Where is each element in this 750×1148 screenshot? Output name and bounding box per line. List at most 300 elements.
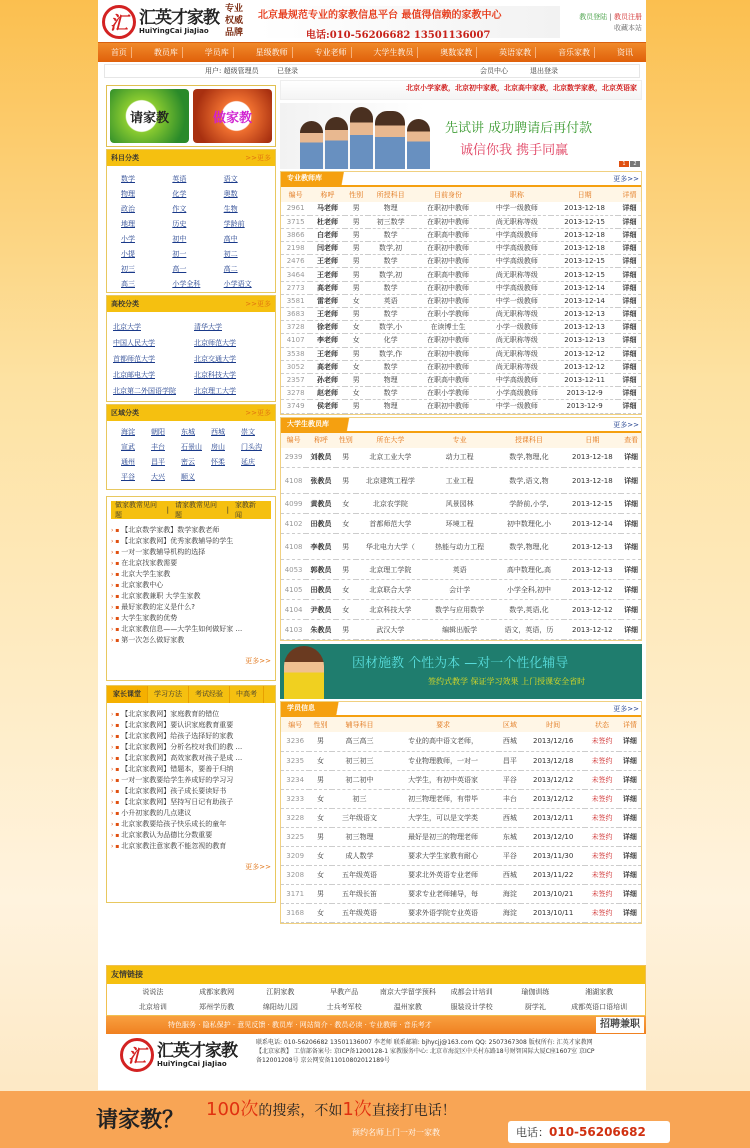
region-list bbox=[107, 421, 275, 489]
university-link[interactable]: 清华大学 bbox=[194, 323, 222, 331]
table-cell: 未签约 bbox=[585, 884, 618, 903]
table-row bbox=[281, 600, 641, 620]
detail-link[interactable]: 详细 bbox=[618, 360, 641, 373]
table-row bbox=[281, 268, 641, 281]
friend-link[interactable]: 北京培训 bbox=[138, 1003, 167, 1011]
region-link[interactable]: 崇文 bbox=[241, 428, 255, 436]
region-link[interactable]: 延庆 bbox=[241, 458, 255, 466]
nav-home[interactable]: 首页 bbox=[107, 47, 132, 58]
table-row bbox=[281, 580, 641, 600]
detail-link[interactable]: 详细 bbox=[621, 580, 641, 600]
table-cell: 女 bbox=[345, 387, 368, 400]
news-item[interactable]: › ▪ 最好家教的定义是什么? bbox=[111, 602, 271, 613]
table-cell: 在职高中教师 bbox=[414, 373, 483, 386]
table-cell: 环境工程 bbox=[425, 514, 494, 534]
nav-olympiad[interactable]: 奥数家教 bbox=[436, 47, 477, 58]
subject-link[interactable]: 生物 bbox=[223, 205, 238, 213]
subject-link[interactable]: 奥数 bbox=[223, 190, 238, 198]
table-cell: 2961 bbox=[281, 202, 310, 215]
friend-link[interactable]: 江阴家教 bbox=[266, 988, 295, 996]
subject-more-link[interactable]: >>更多 bbox=[245, 154, 271, 162]
subject-link[interactable]: 英语 bbox=[172, 175, 187, 183]
news-item[interactable]: › ▪ 【北京家教网】要认识家庭教育重要 bbox=[111, 720, 271, 731]
region-link[interactable]: 东城 bbox=[181, 428, 195, 436]
friend-link[interactable]: 湘湖家教 bbox=[585, 988, 614, 996]
table-cell: 2013/10/21 bbox=[521, 884, 585, 903]
table-cell: 女 bbox=[309, 751, 331, 770]
table-cell: 白老师 bbox=[310, 228, 344, 241]
tab-study-method[interactable]: 学习方法 bbox=[148, 686, 189, 703]
table-cell: 4107 bbox=[281, 334, 310, 347]
table-cell: 数学 bbox=[368, 228, 414, 241]
column-header: 性别 bbox=[345, 187, 368, 202]
table-cell: 数学,作 bbox=[368, 347, 414, 360]
region-link[interactable]: 房山 bbox=[211, 443, 225, 451]
detail-link[interactable]: 详细 bbox=[618, 255, 641, 268]
table-cell: 3683 bbox=[281, 308, 310, 321]
detail-link[interactable]: 详细 bbox=[621, 534, 641, 560]
table-cell: 英语 bbox=[425, 560, 494, 580]
university-link[interactable]: 北京交通大学 bbox=[194, 355, 236, 363]
subject-link[interactable]: 初二 bbox=[223, 250, 238, 258]
friend-link[interactable]: 服装设计学校 bbox=[450, 1003, 493, 1011]
detail-link[interactable]: 详细 bbox=[621, 600, 641, 620]
scrolling-keywords[interactable]: 北京小学家教，北京初中家教，北京高中家教，北京数学家教，北京英语家 bbox=[280, 80, 642, 100]
nav-music[interactable]: 音乐家教 bbox=[554, 47, 595, 58]
table-cell: 3749 bbox=[281, 400, 310, 413]
table-cell: 郭教员 bbox=[306, 560, 336, 580]
table-cell: 赵老师 bbox=[310, 387, 344, 400]
table-cell: 2013/11/30 bbox=[521, 846, 585, 865]
recruit-button[interactable]: 招聘兼职 bbox=[596, 1017, 644, 1033]
table-cell: 尚无职称等级 bbox=[482, 347, 551, 360]
pro-teachers-table bbox=[281, 187, 641, 414]
table-cell: 数学,物理,化 bbox=[494, 534, 563, 560]
detail-link[interactable]: 详细 bbox=[619, 865, 641, 884]
slogan: 专业 权威 品牌 bbox=[225, 4, 244, 38]
column-header: 目前身份 bbox=[414, 187, 483, 202]
column-header: 区域 bbox=[499, 717, 521, 732]
detail-link[interactable]: 详细 bbox=[621, 620, 641, 640]
slide-page-1[interactable]: 1 bbox=[619, 161, 629, 167]
news-item[interactable]: › ▪ 北京大学生家教 bbox=[111, 569, 271, 580]
table-cell: 3228 bbox=[281, 808, 309, 827]
friend-link[interactable]: 成都会计培训 bbox=[450, 988, 493, 996]
detail-link[interactable]: 详细 bbox=[618, 268, 641, 281]
tab-parents-class[interactable]: 家长课堂 bbox=[107, 686, 148, 703]
university-link[interactable]: 首都师范大学 bbox=[113, 355, 155, 363]
table-cell: 北京工业大学 bbox=[356, 448, 425, 468]
table-cell: 2013-12-18 bbox=[551, 242, 618, 255]
table-cell: 女 bbox=[336, 494, 356, 514]
table-cell: 4108 bbox=[281, 534, 306, 560]
detail-link[interactable]: 详细 bbox=[618, 308, 641, 321]
friend-link[interactable]: 说说法 bbox=[142, 988, 164, 996]
detail-link[interactable]: 详细 bbox=[618, 321, 641, 334]
region-link[interactable]: 朝阳 bbox=[151, 428, 165, 436]
table-cell: 丰台 bbox=[499, 789, 521, 808]
table-cell: 未签约 bbox=[585, 903, 618, 922]
table-cell: 大学生，可以是文学类 bbox=[387, 808, 498, 827]
news-item[interactable]: › ▪ 在北京找家教需要 bbox=[111, 558, 271, 569]
table-cell: 未签约 bbox=[585, 732, 618, 751]
cta-phone-button[interactable]: 电话：010-56206682 bbox=[508, 1121, 670, 1143]
nav-english[interactable]: 英语家教 bbox=[495, 47, 536, 58]
tutoring-ad-banner[interactable] bbox=[280, 644, 642, 699]
region-link[interactable]: 密云 bbox=[181, 458, 195, 466]
region-link[interactable]: 宣武 bbox=[121, 443, 135, 451]
faq-tab-hire[interactable]: 请家教常见问题 bbox=[174, 501, 217, 519]
teacher-login-link[interactable]: 教员登陆 bbox=[579, 13, 608, 21]
slide-line1: 先试讲 成功聘请后再付款 bbox=[445, 121, 593, 136]
table-cell: 3236 bbox=[281, 732, 309, 751]
table-cell: 工业工程 bbox=[425, 468, 494, 494]
table-cell: 初三物理 bbox=[332, 827, 388, 846]
friend-link[interactable]: 南京大学留学预科 bbox=[379, 988, 436, 996]
detail-link[interactable]: 详细 bbox=[618, 242, 641, 255]
table-cell: 北京农学院 bbox=[356, 494, 425, 514]
detail-link[interactable]: 详细 bbox=[618, 400, 641, 413]
university-more-link[interactable]: >>更多 bbox=[245, 300, 271, 308]
table-row bbox=[281, 215, 641, 228]
detail-link[interactable]: 详细 bbox=[618, 347, 641, 360]
table-cell: 女 bbox=[345, 294, 368, 307]
news-item[interactable]: › ▪ 【北京家教网】错题本，要善于归纳 bbox=[111, 764, 271, 775]
table-cell: 语文，英语，历 bbox=[494, 620, 563, 640]
table-cell: 女 bbox=[336, 514, 356, 534]
become-tutor-banner[interactable]: 做家教 bbox=[193, 89, 272, 143]
table-cell: 首都师范大学 bbox=[356, 514, 425, 534]
main-nav bbox=[98, 42, 646, 62]
table-cell: 3728 bbox=[281, 321, 310, 334]
news-item[interactable]: › ▪ 北京家教注意家教不能忽视的教育 bbox=[111, 841, 271, 852]
table-cell: 数学,物理,化 bbox=[494, 448, 563, 468]
table-cell: 在职初中教师 bbox=[414, 202, 483, 215]
table-cell: 在读博士生 bbox=[414, 321, 483, 334]
detail-link[interactable]: 详细 bbox=[619, 846, 641, 865]
region-link[interactable]: 怀柔 bbox=[211, 458, 225, 466]
detail-link[interactable]: 详细 bbox=[619, 884, 641, 903]
subject-link[interactable]: 小提 bbox=[121, 250, 135, 258]
news-item[interactable]: › ▪ 【北京数学家教】数学家教老师 bbox=[111, 525, 271, 536]
subject-link[interactable]: 政治 bbox=[121, 205, 135, 213]
tab-exam-experience[interactable]: 考试经验 bbox=[189, 686, 230, 703]
pro-teachers-panel bbox=[280, 171, 642, 415]
table-cell: 男 bbox=[345, 347, 368, 360]
university-link[interactable]: 北京师范大学 bbox=[194, 339, 236, 347]
news-item[interactable]: › ▪ 【北京家教网】给孩子选择好的家教 bbox=[111, 731, 271, 742]
hero-slideshow bbox=[280, 103, 642, 169]
table-row bbox=[281, 732, 641, 751]
table-cell: 初三数学 bbox=[368, 215, 414, 228]
subject-link[interactable]: 小学 bbox=[121, 235, 135, 243]
table-cell: 李教员 bbox=[306, 534, 336, 560]
detail-link[interactable]: 详细 bbox=[621, 514, 641, 534]
table-cell: 数学,初 bbox=[368, 268, 414, 281]
pro-teachers-more[interactable]: 更多>> bbox=[613, 175, 639, 183]
region-link[interactable]: 海淀 bbox=[121, 428, 135, 436]
detail-link[interactable]: 详细 bbox=[618, 228, 641, 241]
table-row bbox=[281, 560, 641, 580]
friend-link[interactable]: 士兵考军校 bbox=[326, 1003, 362, 1011]
detail-link[interactable]: 详细 bbox=[619, 770, 641, 789]
detail-link[interactable]: 详细 bbox=[618, 373, 641, 386]
column-header: 性别 bbox=[336, 433, 356, 448]
faq-tab-tutor[interactable]: 做家教常见问题 bbox=[115, 501, 157, 519]
teacher-register-link[interactable]: 教员注册 bbox=[614, 13, 642, 21]
table-cell: 3538 bbox=[281, 347, 310, 360]
table-cell: 东城 bbox=[499, 827, 521, 846]
subject-link[interactable]: 高一 bbox=[172, 265, 187, 273]
subject-link[interactable]: 物理 bbox=[121, 190, 135, 198]
friend-link[interactable]: 早教产品 bbox=[330, 988, 359, 996]
subject-link[interactable]: 语文 bbox=[223, 175, 238, 183]
table-cell: 2476 bbox=[281, 255, 310, 268]
parents-box bbox=[106, 685, 276, 903]
tab-entrance-exam[interactable]: 中高考 bbox=[230, 686, 264, 703]
university-link[interactable]: 北京邮电大学 bbox=[113, 371, 155, 379]
table-cell: 黄教员 bbox=[306, 494, 336, 514]
footer-nav-links[interactable]: 特色服务 · 隐私保护 · 意见反馈 · 教员库 · 网站简介 · 教员必读 · 专业教师 · 音乐考才 bbox=[168, 1021, 432, 1029]
college-tutors-more[interactable]: 更多>> bbox=[613, 420, 639, 429]
table-cell: 男 bbox=[336, 620, 356, 640]
subject-link[interactable]: 初三 bbox=[121, 265, 135, 273]
detail-link[interactable]: 详细 bbox=[618, 281, 641, 294]
faq-tab-news[interactable]: 家教新闻 bbox=[234, 501, 256, 519]
news-item[interactable]: › ▪ 【北京家教网】孩子成长要读好书 bbox=[111, 786, 271, 797]
table-row bbox=[281, 846, 641, 865]
detail-link[interactable]: 详细 bbox=[619, 808, 641, 827]
nav-star-teachers[interactable]: 星级教师 bbox=[252, 47, 293, 58]
friend-link[interactable]: 成都家教网 bbox=[199, 988, 235, 996]
table-cell: 田教员 bbox=[306, 580, 336, 600]
region-link[interactable]: 昌平 bbox=[151, 458, 165, 466]
detail-link[interactable]: 详细 bbox=[618, 334, 641, 347]
column-header: 性别 bbox=[309, 717, 331, 732]
table-cell: 数学,英语,化 bbox=[494, 600, 563, 620]
table-row bbox=[281, 620, 641, 640]
subject-link[interactable]: 历史 bbox=[172, 220, 187, 228]
region-link[interactable]: 石景山 bbox=[181, 443, 202, 451]
student-info-title: 学员信息 bbox=[281, 702, 355, 715]
table-row bbox=[281, 865, 641, 884]
student-info-more[interactable]: 更多>> bbox=[613, 705, 639, 713]
table-cell: 初二初中 bbox=[332, 770, 388, 789]
news-item[interactable]: › ▪ 北京家教要给孩子快乐成长的童年 bbox=[111, 819, 271, 830]
hire-tutor-banner[interactable]: 请家教 bbox=[110, 89, 189, 143]
table-cell: 2013/12/16 bbox=[521, 732, 585, 751]
table-cell: 2013-12-15 bbox=[551, 215, 618, 228]
table-cell: 2013-12-14 bbox=[551, 281, 618, 294]
table-cell: 2013-12-18 bbox=[564, 448, 622, 468]
table-cell: 初三物理老师，有带毕 bbox=[387, 789, 498, 808]
news-item[interactable]: › ▪ 北京家教认为品德比分数重要 bbox=[111, 830, 271, 841]
table-cell: 高老师 bbox=[310, 360, 344, 373]
bookmark-link[interactable]: 收藏本站 bbox=[614, 24, 642, 32]
table-cell: 数学 bbox=[368, 360, 414, 373]
table-cell: 尚无职称等级 bbox=[482, 360, 551, 373]
table-row bbox=[281, 468, 641, 494]
detail-link[interactable]: 详细 bbox=[618, 215, 641, 228]
table-cell: 闫老师 bbox=[310, 242, 344, 255]
slide-page-2[interactable]: 2 bbox=[630, 161, 640, 167]
region-link[interactable]: 顺义 bbox=[181, 473, 195, 481]
table-cell: 在职小学教师 bbox=[414, 308, 483, 321]
friend-link[interactable]: 成都英语口语培训 bbox=[571, 1003, 628, 1011]
friend-link[interactable]: 郑州学历教 bbox=[199, 1003, 235, 1011]
logo-en-text: HuiYingCai JiaJiao bbox=[139, 27, 209, 35]
column-header: 称呼 bbox=[310, 187, 344, 202]
header-banner bbox=[258, 6, 560, 41]
detail-link[interactable]: 详细 bbox=[621, 560, 641, 580]
news-item[interactable]: › ▪ 一对一家教要给学生养成好的学习习 bbox=[111, 775, 271, 786]
table-cell: 2013-12-15 bbox=[564, 494, 622, 514]
region-link[interactable]: 丰台 bbox=[151, 443, 165, 451]
table-cell: 数学与应用数学 bbox=[425, 600, 494, 620]
news-item[interactable]: › ▪ 小升初家教的几点建议 bbox=[111, 808, 271, 819]
subject-link[interactable]: 学龄前 bbox=[223, 220, 245, 228]
table-cell: 要求北外英语专业老师 bbox=[387, 865, 498, 884]
banner-headline: 北京最规范专业的家教信息平台 最值得信赖的家教中心 bbox=[258, 10, 502, 21]
table-cell: 要求外语学院专业英语 bbox=[387, 903, 498, 922]
news-item[interactable]: › ▪ 大学生家教的优势 bbox=[111, 613, 271, 624]
subject-link[interactable]: 高中 bbox=[223, 235, 238, 243]
table-cell: 2013-12-12 bbox=[564, 600, 622, 620]
table-cell: 尚无职称等级 bbox=[482, 215, 551, 228]
news-item[interactable]: › ▪ 第一次怎么做好家教 bbox=[111, 635, 271, 646]
column-header: 详情 bbox=[619, 717, 641, 732]
detail-link[interactable]: 详细 bbox=[621, 494, 641, 514]
subject-link[interactable]: 小学全科 bbox=[172, 280, 201, 288]
table-cell: 3866 bbox=[281, 228, 310, 241]
nav-teachers[interactable]: 教员库 bbox=[150, 47, 183, 58]
subject-link[interactable]: 初中 bbox=[172, 235, 187, 243]
region-more-link[interactable]: >>更多 bbox=[245, 409, 271, 417]
university-link[interactable]: 北京理工大学 bbox=[194, 387, 236, 395]
table-cell: 2013/12/12 bbox=[521, 770, 585, 789]
nav-pro-teachers[interactable]: 专业老师 bbox=[311, 47, 352, 58]
table-row bbox=[281, 827, 641, 846]
column-header: 授课科目 bbox=[494, 433, 563, 448]
table-cell: 2013-12-9 bbox=[551, 400, 618, 413]
table-cell: 4099 bbox=[281, 494, 306, 514]
subject-link[interactable]: 作文 bbox=[172, 205, 187, 213]
table-cell: 3464 bbox=[281, 268, 310, 281]
news-item[interactable]: › ▪ 【北京家教网】分析名校对我们的教 ... bbox=[111, 742, 271, 753]
university-link[interactable]: 中国人民大学 bbox=[113, 339, 155, 347]
table-cell: 在职初中教师 bbox=[414, 242, 483, 255]
table-row bbox=[281, 789, 641, 808]
table-cell: 高中数理化,高 bbox=[494, 560, 563, 580]
region-link[interactable]: 西城 bbox=[211, 428, 225, 436]
table-cell: 2013-12-11 bbox=[551, 373, 618, 386]
subject-category-box bbox=[106, 149, 276, 293]
detail-link[interactable]: 详细 bbox=[621, 468, 641, 494]
news-item[interactable]: › ▪ 北京家教中心 bbox=[111, 580, 271, 591]
news-item[interactable]: › ▪ 【北京家教网】家庭教育的错位 bbox=[111, 709, 271, 720]
table-cell: 中学一级教师 bbox=[482, 294, 551, 307]
table-cell: 化学 bbox=[368, 334, 414, 347]
detail-link[interactable]: 详细 bbox=[618, 387, 641, 400]
news-item[interactable]: › ▪ 【北京家教网】优秀家教辅导的学生 bbox=[111, 536, 271, 547]
table-cell: 4102 bbox=[281, 514, 306, 534]
table-cell: 五年级长笛 bbox=[332, 884, 388, 903]
subject-link[interactable]: 高二 bbox=[223, 265, 238, 273]
table-cell: 2013-12-9 bbox=[551, 387, 618, 400]
news-item[interactable]: › ▪ 北京家教兼职 大学生家教 bbox=[111, 591, 271, 602]
subject-link[interactable]: 化学 bbox=[172, 190, 187, 198]
logout-link[interactable]: 退出登录 bbox=[530, 67, 558, 75]
table-cell: 北京科技大学 bbox=[356, 600, 425, 620]
table-cell: 女 bbox=[309, 808, 331, 827]
subject-link[interactable]: 小学语文 bbox=[223, 280, 252, 288]
friend-link[interactable]: 温州家教 bbox=[393, 1003, 422, 1011]
region-link[interactable]: 大兴 bbox=[151, 473, 165, 481]
detail-link[interactable]: 详细 bbox=[619, 903, 641, 922]
table-cell: 海淀 bbox=[499, 903, 521, 922]
friend-links-title: 友情链接 bbox=[107, 966, 645, 984]
top-links: 教员登陆 | 教员注册 收藏本站 bbox=[579, 13, 642, 32]
pro-teachers-title: 专业教师库 bbox=[281, 172, 362, 185]
detail-link[interactable]: 详细 bbox=[618, 202, 641, 215]
nav-news[interactable]: 资讯 bbox=[616, 48, 633, 57]
cta-sub: 预约名师上门一对一家教 bbox=[352, 1128, 440, 1137]
news-item[interactable]: › ▪ 【北京家教网】坚持写日记有助孩子 bbox=[111, 797, 271, 808]
friend-link[interactable]: 瑜伽训练 bbox=[521, 988, 550, 996]
detail-link[interactable]: 详细 bbox=[619, 751, 641, 770]
university-link[interactable]: 北京大学 bbox=[113, 323, 141, 331]
table-cell: 未签约 bbox=[585, 751, 618, 770]
region-link[interactable]: 平谷 bbox=[121, 473, 135, 481]
faq-more-link[interactable]: 更多>> bbox=[245, 657, 271, 665]
university-link[interactable]: 北京科技大学 bbox=[194, 371, 236, 379]
region-link[interactable]: 门头沟 bbox=[241, 443, 262, 451]
nav-college-tutors[interactable]: 大学生教员 bbox=[369, 47, 418, 58]
table-cell: 4105 bbox=[281, 580, 306, 600]
detail-link[interactable]: 详细 bbox=[619, 827, 641, 846]
detail-link[interactable]: 详细 bbox=[621, 448, 641, 468]
friend-link[interactable]: 绵阳幼儿园 bbox=[262, 1003, 298, 1011]
table-cell: 要求专业老师辅导，每 bbox=[387, 884, 498, 903]
detail-link[interactable]: 详细 bbox=[619, 789, 641, 808]
region-link[interactable]: 通州 bbox=[121, 458, 135, 466]
subject-link[interactable]: 数学 bbox=[121, 175, 135, 183]
user-bar bbox=[104, 64, 640, 78]
news-item[interactable]: › ▪ 北京家教信息——大学生如何做好家 ... bbox=[111, 624, 271, 635]
table-cell: 专业物理教师，一对一 bbox=[387, 751, 498, 770]
subject-link[interactable]: 初一 bbox=[172, 250, 187, 258]
news-item[interactable]: › ▪ 一对一家教辅导机构的选择 bbox=[111, 547, 271, 558]
table-cell: 女 bbox=[309, 865, 331, 884]
nav-students[interactable]: 学员库 bbox=[201, 47, 234, 58]
friend-link[interactable]: 厨学礼 bbox=[524, 1003, 546, 1011]
subject-link[interactable]: 高三 bbox=[121, 280, 135, 288]
university-link[interactable]: 北京第二外国语学院 bbox=[113, 387, 176, 395]
subject-link[interactable]: 地理 bbox=[121, 220, 135, 228]
table-row bbox=[281, 808, 641, 827]
footer-logo-icon: 汇 bbox=[120, 1038, 154, 1072]
table-cell: 3581 bbox=[281, 294, 310, 307]
table-cell: 男 bbox=[345, 242, 368, 255]
parents-more-link[interactable]: 更多>> bbox=[245, 863, 271, 871]
table-cell: 男 bbox=[336, 448, 356, 468]
member-center-link[interactable]: 会员中心 bbox=[480, 67, 508, 75]
detail-link[interactable]: 详细 bbox=[618, 294, 641, 307]
detail-link[interactable]: 详细 bbox=[619, 732, 641, 751]
table-cell: 2013-12-13 bbox=[564, 560, 622, 580]
news-item[interactable]: › ▪ 【北京家教网】高效家教对孩子是成 ... bbox=[111, 753, 271, 764]
table-row bbox=[281, 400, 641, 413]
